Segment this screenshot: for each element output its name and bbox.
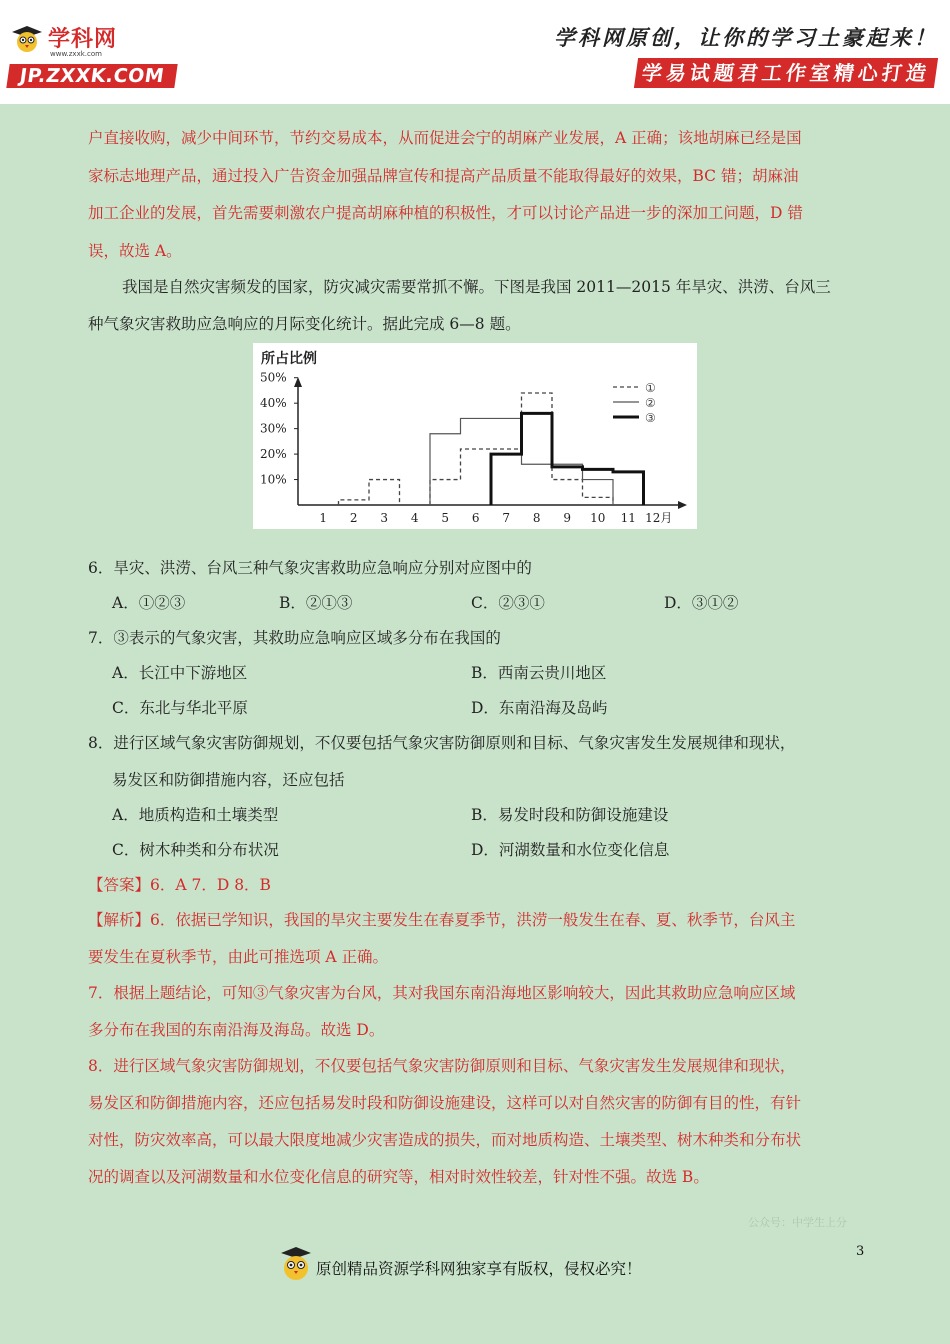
analysis-line: 8．进行区域气象灾害防御规划，不仅要包括气象灾害防御原则和目标、气象灾害发生发展规律和现状，: [88, 1057, 796, 1075]
y-tick-label: 20%: [260, 447, 287, 462]
paragraph-line: 户直接收购，减少中间环节，节约交易成本，从而促进会宁的胡麻产业发展，A 正确；该地胡麻已经是国: [88, 129, 802, 147]
q6-option-b: B．②①③: [279, 594, 353, 612]
intro-paragraph: 种气象灾害救助应急响应的月际变化统计。据此完成 6—8 题。: [88, 315, 521, 333]
legend-label: ②: [645, 396, 656, 410]
y-tick-label: 40%: [260, 396, 287, 411]
x-tick-label: 10: [590, 511, 606, 525]
answer-line: 【答案】6．A 7．D 8．B: [88, 876, 271, 894]
y-tick-label: 50%: [260, 370, 287, 385]
x-tick-label: 8: [532, 511, 541, 525]
page-number: 3: [856, 1244, 865, 1259]
x-tick-label: 1: [319, 511, 328, 525]
x-tick-label: 4: [410, 511, 419, 525]
q7-option-d: D．东南沿海及岛屿: [471, 699, 608, 717]
q8-option-c: C．树木种类和分布状况: [112, 841, 279, 859]
studio-banner: 学易试题君工作室精心打造: [634, 58, 938, 88]
owl-mascot-icon: [278, 1244, 314, 1284]
q6-option-a: A．①②③: [112, 594, 186, 612]
header-slogan: 学科网原创，让你的学习土豪起来！: [554, 25, 938, 50]
page-header: [0, 0, 950, 104]
analysis-line: 7．根据上题结论，可知③气象灾害为台风，其对我国东南沿海地区影响较大，因此其救助应急响应区域: [88, 984, 796, 1002]
disaster-response-chart: [253, 343, 697, 529]
q8-option-a: A．地质构造和土壤类型: [112, 806, 279, 824]
x-tick-label: 5: [441, 511, 450, 525]
q6-option-c: C．②③①: [471, 594, 545, 612]
analysis-line: 况的调查以及河湖数量和水位变化信息的研究等，相对时效性较差，针对性不强。故选 B。: [88, 1168, 709, 1186]
analysis-line: 多分布在我国的东南沿海及海岛。故选 D。: [88, 1021, 385, 1039]
y-tick-label: 30%: [260, 421, 287, 436]
x-tick-label: 6: [471, 511, 480, 525]
x-axis-arrow: [678, 501, 687, 509]
x-tick-label: 7: [502, 511, 511, 525]
paragraph-line: 加工企业的发展，首先需要刺激农户提高胡麻种植的积极性，才可以讨论产品进一步的深加工问题，D 错: [88, 204, 803, 222]
legend-label: ①: [645, 381, 656, 395]
watermark-text: 公众号：中学生上分: [748, 1216, 847, 1229]
q7-option-c: C．东北与华北平原: [112, 699, 248, 717]
paragraph-line: 误，故选 A。: [88, 242, 182, 260]
analysis-line: 【解析】6．依据已学知识，我国的旱灾主要发生在春夏季节，洪涝一般发生在春、夏、秋季节，台风主: [88, 911, 796, 929]
x-tick-label: 2: [349, 511, 358, 525]
paragraph-line: 家标志地理产品，通过投入广告资金加强品牌宣传和提高产品质量不能取得最好的效果，BC 错；胡麻油: [88, 167, 799, 185]
x-tick-label: 11: [620, 511, 636, 525]
logo-url-badge[interactable]: JP.ZXXK.COM: [6, 64, 177, 88]
q8-option-b: B．易发时段和防御设施建设: [471, 806, 669, 824]
site-logo[interactable]: [8, 20, 183, 92]
series-line-3: [491, 413, 644, 505]
question-6-stem: 6．旱灾、洪涝、台风三种气象灾害救助应急响应分别对应图中的: [88, 559, 532, 577]
question-7-stem: 7．③表示的气象灾害，其救助应急响应区域多分布在我国的: [88, 629, 501, 647]
copyright-notice: 原创精品资源学科网独家享有版权，侵权必究！: [316, 1260, 642, 1278]
logo-title: 学科网: [48, 27, 118, 52]
intro-paragraph: 我国是自然灾害频发的国家，防灾减灾需要常抓不懈。下图是我国 2011—2015 年旱灾、洪涝、台风三: [122, 278, 831, 296]
x-tick-label: 12月: [645, 511, 673, 525]
y-tick-label: 10%: [260, 472, 287, 487]
chart-title: 所占比例: [261, 351, 317, 367]
analysis-line: 易发区和防御措施内容，还应包括易发时段和防御设施建设，这样可以对自然灾害的防御有目的性，有针: [88, 1094, 802, 1112]
question-8-stem: 8．进行区域气象灾害防御规划，不仅要包括气象灾害防御原则和目标、气象灾害发生发展规律和现状，: [88, 734, 796, 752]
logo-subtitle: www.zxxk.com: [50, 50, 102, 58]
q8-option-d: D．河湖数量和水位变化信息: [471, 841, 670, 859]
owl-mascot-icon: [10, 24, 44, 54]
legend-label: ③: [645, 411, 656, 425]
q7-option-b: B．西南云贵川地区: [471, 664, 607, 682]
x-tick-label: 9: [563, 511, 572, 525]
analysis-line: 对性，防灾效率高，可以最大限度地减少灾害造成的损失，而对地质构造、土壤类型、树木种类和分布状: [88, 1131, 802, 1149]
question-8-stem-cont: 易发区和防御措施内容，还应包括: [112, 771, 345, 789]
q7-option-a: A．长江中下游地区: [112, 664, 248, 682]
q6-option-d: D．③①②: [664, 594, 739, 612]
analysis-line: 要发生在夏秋季节，由此可推选项 A 正确。: [88, 948, 389, 966]
chart-canvas: [253, 343, 697, 529]
x-tick-label: 3: [380, 511, 389, 525]
series-line-1: [339, 393, 614, 505]
y-axis-arrow: [294, 377, 302, 387]
